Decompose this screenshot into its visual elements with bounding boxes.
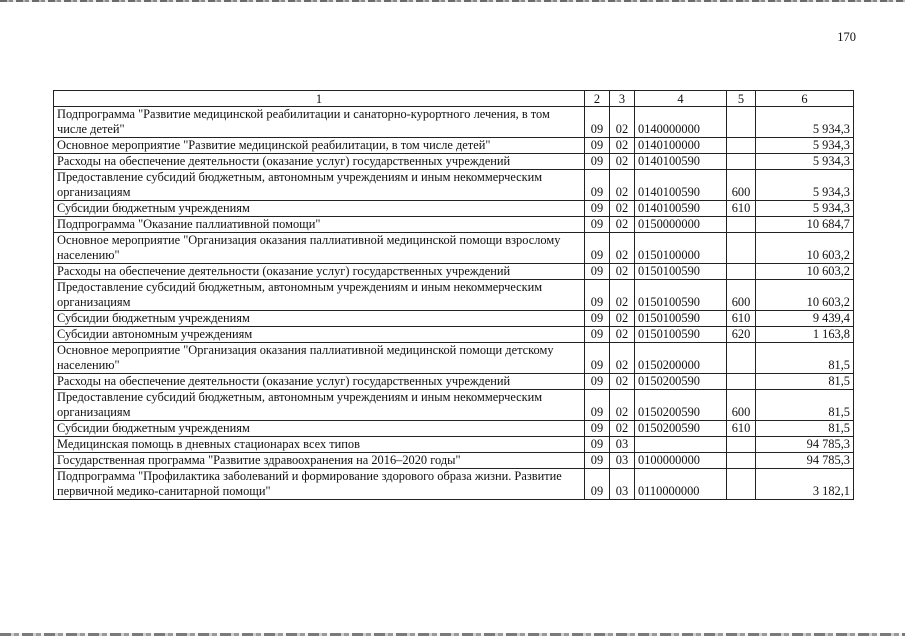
row-name-cell: Основное мероприятие "Развитие медицинской реабилитации, в том числе детей" <box>54 138 585 154</box>
table-row <box>54 138 854 154</box>
amount-cell: 81,5 <box>756 343 854 374</box>
row-name-cell: Субсидии бюджетным учреждениям <box>54 311 585 327</box>
row-name-cell: Субсидии автономным учреждениям <box>54 327 585 343</box>
target-article-cell: 0150100590 <box>635 280 727 311</box>
target-article-cell: 0140100590 <box>635 170 727 201</box>
row-name-cell: Субсидии бюджетным учреждениям <box>54 201 585 217</box>
section-code-cell: 09 <box>585 264 610 280</box>
amount-cell: 3 182,1 <box>756 469 854 500</box>
subsection-code-cell: 03 <box>610 453 635 469</box>
section-code-cell: 09 <box>585 280 610 311</box>
amount-cell: 10 603,2 <box>756 280 854 311</box>
table-row <box>54 421 854 437</box>
subsection-code-cell: 02 <box>610 327 635 343</box>
target-article-cell: 0140100590 <box>635 154 727 170</box>
target-article-cell: 0140100000 <box>635 138 727 154</box>
amount-cell: 5 934,3 <box>756 107 854 138</box>
amount-cell: 9 439,4 <box>756 311 854 327</box>
table-row <box>54 233 854 264</box>
expense-type-cell: 620 <box>727 327 756 343</box>
section-code-cell: 09 <box>585 138 610 154</box>
subsection-code-cell: 02 <box>610 170 635 201</box>
expense-type-cell: 610 <box>727 311 756 327</box>
expense-type-cell <box>727 233 756 264</box>
subsection-code-cell: 02 <box>610 311 635 327</box>
table-body <box>54 107 854 500</box>
row-name-cell: Подпрограмма "Профилактика заболеваний и формирование здорового образа жизни. Развитие первичной медико-санитарной помощи" <box>54 469 585 500</box>
row-name-cell: Предоставление субсидий бюджетным, автономным учреждениям и иным некоммерческим организациям <box>54 280 585 311</box>
table-row <box>54 374 854 390</box>
target-article-cell: 0150100590 <box>635 327 727 343</box>
expense-type-cell <box>727 264 756 280</box>
target-article-cell: 0110000000 <box>635 469 727 500</box>
row-name-cell: Расходы на обеспечение деятельности (оказание услуг) государственных учреждений <box>54 264 585 280</box>
section-code-cell: 09 <box>585 233 610 264</box>
section-code-cell: 09 <box>585 154 610 170</box>
page-number: 170 <box>837 30 856 44</box>
table-row <box>54 201 854 217</box>
table-row <box>54 343 854 374</box>
subsection-code-cell: 02 <box>610 264 635 280</box>
target-article-cell: 0150200590 <box>635 421 727 437</box>
expense-type-cell <box>727 217 756 233</box>
header-col-4: 4 <box>635 91 727 107</box>
target-article-cell: 0150200590 <box>635 374 727 390</box>
target-article-cell: 0150200000 <box>635 343 727 374</box>
target-article-cell: 0150000000 <box>635 217 727 233</box>
amount-cell: 10 603,2 <box>756 264 854 280</box>
expense-type-cell <box>727 437 756 453</box>
subsection-code-cell: 02 <box>610 374 635 390</box>
target-article-cell: 0150100000 <box>635 233 727 264</box>
table-row <box>54 107 854 138</box>
table-row <box>54 170 854 201</box>
expense-type-cell: 600 <box>727 170 756 201</box>
amount-cell: 5 934,3 <box>756 154 854 170</box>
amount-cell: 1 163,8 <box>756 327 854 343</box>
amount-cell: 10 684,7 <box>756 217 854 233</box>
expense-type-cell <box>727 154 756 170</box>
subsection-code-cell: 03 <box>610 437 635 453</box>
amount-cell: 81,5 <box>756 374 854 390</box>
subsection-code-cell: 02 <box>610 154 635 170</box>
amount-cell: 10 603,2 <box>756 233 854 264</box>
expense-type-cell <box>727 343 756 374</box>
budget-table <box>53 90 854 500</box>
section-code-cell: 09 <box>585 437 610 453</box>
section-code-cell: 09 <box>585 343 610 374</box>
amount-cell: 5 934,3 <box>756 170 854 201</box>
header-col-1: 1 <box>54 91 585 107</box>
target-article-cell: 0140000000 <box>635 107 727 138</box>
target-article-cell: 0100000000 <box>635 453 727 469</box>
table-row <box>54 154 854 170</box>
expense-type-cell: 600 <box>727 280 756 311</box>
section-code-cell: 09 <box>585 170 610 201</box>
subsection-code-cell: 02 <box>610 107 635 138</box>
subsection-code-cell: 03 <box>610 469 635 500</box>
amount-cell: 94 785,3 <box>756 453 854 469</box>
amount-cell: 5 934,3 <box>756 138 854 154</box>
table-row <box>54 280 854 311</box>
table-row <box>54 311 854 327</box>
expense-type-cell <box>727 374 756 390</box>
row-name-cell: Субсидии бюджетным учреждениям <box>54 421 585 437</box>
row-name-cell: Расходы на обеспечение деятельности (оказание услуг) государственных учреждений <box>54 154 585 170</box>
row-name-cell: Предоставление субсидий бюджетным, автономным учреждениям и иным некоммерческим организациям <box>54 170 585 201</box>
section-code-cell: 09 <box>585 453 610 469</box>
table-row <box>54 327 854 343</box>
expense-type-cell: 600 <box>727 390 756 421</box>
row-name-cell: Расходы на обеспечение деятельности (оказание услуг) государственных учреждений <box>54 374 585 390</box>
header-col-3: 3 <box>610 91 635 107</box>
target-article-cell: 0150200590 <box>635 390 727 421</box>
target-article-cell: 0150100590 <box>635 264 727 280</box>
target-article-cell: 0150100590 <box>635 311 727 327</box>
scan-edge-top <box>0 0 905 2</box>
subsection-code-cell: 02 <box>610 233 635 264</box>
expense-type-cell <box>727 453 756 469</box>
section-code-cell: 09 <box>585 374 610 390</box>
header-col-6: 6 <box>756 91 854 107</box>
expense-type-cell: 610 <box>727 201 756 217</box>
header-col-5: 5 <box>727 91 756 107</box>
row-name-cell: Предоставление субсидий бюджетным, автономным учреждениям и иным некоммерческим организациям <box>54 390 585 421</box>
subsection-code-cell: 02 <box>610 280 635 311</box>
table-row <box>54 390 854 421</box>
header-col-2: 2 <box>585 91 610 107</box>
amount-cell: 5 934,3 <box>756 201 854 217</box>
table-row <box>54 264 854 280</box>
amount-cell: 81,5 <box>756 390 854 421</box>
table-row <box>54 217 854 233</box>
section-code-cell: 09 <box>585 469 610 500</box>
subsection-code-cell: 02 <box>610 217 635 233</box>
row-name-cell: Подпрограмма "Оказание паллиативной помощи" <box>54 217 585 233</box>
expense-type-cell: 610 <box>727 421 756 437</box>
amount-cell: 81,5 <box>756 421 854 437</box>
row-name-cell: Основное мероприятие "Организация оказания паллиативной медицинской помощи взрослому населению" <box>54 233 585 264</box>
target-article-cell: 0140100590 <box>635 201 727 217</box>
subsection-code-cell: 02 <box>610 343 635 374</box>
expense-type-cell <box>727 469 756 500</box>
row-name-cell: Медицинская помощь в дневных стационарах всех типов <box>54 437 585 453</box>
expense-type-cell <box>727 107 756 138</box>
subsection-code-cell: 02 <box>610 390 635 421</box>
amount-cell: 94 785,3 <box>756 437 854 453</box>
table-row <box>54 469 854 500</box>
table-row <box>54 453 854 469</box>
subsection-code-cell: 02 <box>610 201 635 217</box>
expense-type-cell <box>727 138 756 154</box>
section-code-cell: 09 <box>585 390 610 421</box>
subsection-code-cell: 02 <box>610 138 635 154</box>
row-name-cell: Подпрограмма "Развитие медицинской реабилитации и санаторно-курортного лечения, в том числе детей" <box>54 107 585 138</box>
table-header-row <box>54 91 854 107</box>
section-code-cell: 09 <box>585 107 610 138</box>
section-code-cell: 09 <box>585 421 610 437</box>
row-name-cell: Государственная программа "Развитие здравоохранения на 2016–2020 годы" <box>54 453 585 469</box>
section-code-cell: 09 <box>585 327 610 343</box>
scan-edge-bottom <box>0 633 905 636</box>
section-code-cell: 09 <box>585 217 610 233</box>
subsection-code-cell: 02 <box>610 421 635 437</box>
section-code-cell: 09 <box>585 201 610 217</box>
section-code-cell: 09 <box>585 311 610 327</box>
target-article-cell <box>635 437 727 453</box>
row-name-cell: Основное мероприятие "Организация оказания паллиативной медицинской помощи детскому населению" <box>54 343 585 374</box>
table-row <box>54 437 854 453</box>
